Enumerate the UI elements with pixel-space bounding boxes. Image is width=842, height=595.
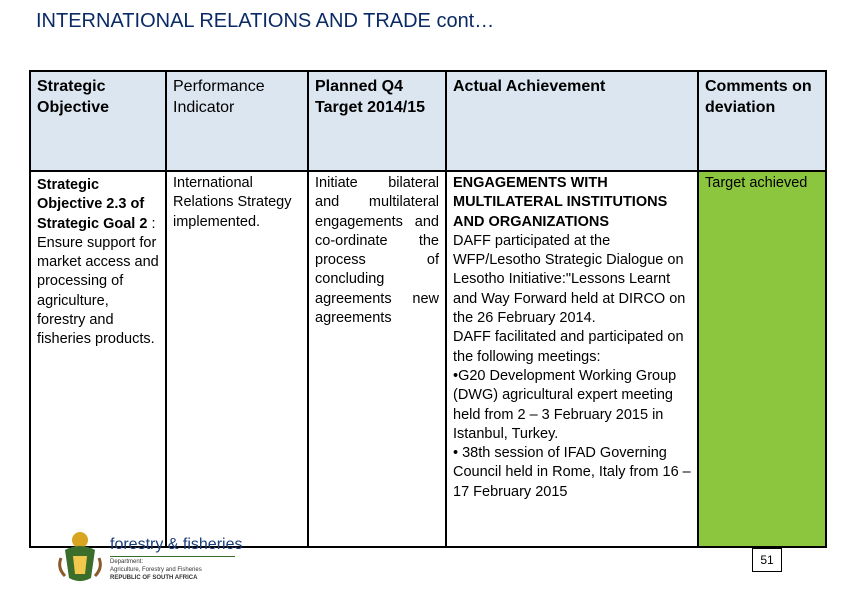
department-logo (55, 528, 255, 588)
page-number: 51 (752, 548, 782, 572)
page-title: INTERNATIONAL RELATIONS AND TRADE cont… (36, 10, 495, 32)
cell-indicator: International Relations Strategy implemented. (166, 171, 308, 547)
cell-achievement (446, 171, 698, 547)
logo-main-text: forestry & fisheries (110, 536, 243, 553)
table-header-row (30, 71, 826, 171)
coat-of-arms-icon (55, 528, 105, 586)
achievement-heading: ENGAGEMENTS WITH MULTILATERAL INSTITUTIONS AND ORGANIZATIONS (453, 175, 668, 230)
objective-text: : Ensure support for market access and processing of agriculture, forestry and fisheries products. (37, 215, 159, 348)
objective-title: Strategic Objective 2.3 of Strategic Goal 2 (37, 177, 148, 232)
achievement-paragraph-2: DAFF facilitated and participated on the following meetings: (453, 329, 684, 365)
header-actual-achievement: Actual Achievement (446, 71, 698, 171)
achievement-bullet-2: • 38th session of IFAD Governing Council held in Rome, Italy from 16 – 17 February 2015 (453, 445, 691, 500)
logo-sub-text-1: Department: (110, 559, 144, 565)
header-comments: Comments on deviation (698, 71, 826, 171)
achievement-bullet-1: •G20 Development Working Group (DWG) agricultural expert meeting held from 2 – 3 February 2015 in Istanbul, Turkey. (453, 367, 677, 442)
logo-divider (110, 556, 235, 557)
cell-target: Initiate bilateral and multilateral engagements and co-ordinate the process of concluding agreements new agreements (308, 171, 446, 547)
header-performance-indicator: Performance Indicator (166, 71, 308, 171)
logo-sub-text-2: Agriculture, Forestry and Fisheries (110, 567, 202, 573)
logo-sub-text-3: REPUBLIC OF SOUTH AFRICA (110, 575, 198, 581)
cell-objective (30, 171, 166, 547)
table-row (30, 171, 826, 547)
cell-comment: Target achieved (698, 171, 826, 547)
header-planned-target: Planned Q4 Target 2014/15 (308, 71, 446, 171)
achievement-paragraph-1: DAFF participated at the WFP/Lesotho Strategic Dialogue on Lesotho Initiative:"Lessons Learnt and Way Forward held at DIRCO on the 26 February 2014. (453, 232, 686, 327)
header-strategic-objective: Strategic Objective (30, 71, 166, 171)
performance-table (29, 70, 827, 548)
